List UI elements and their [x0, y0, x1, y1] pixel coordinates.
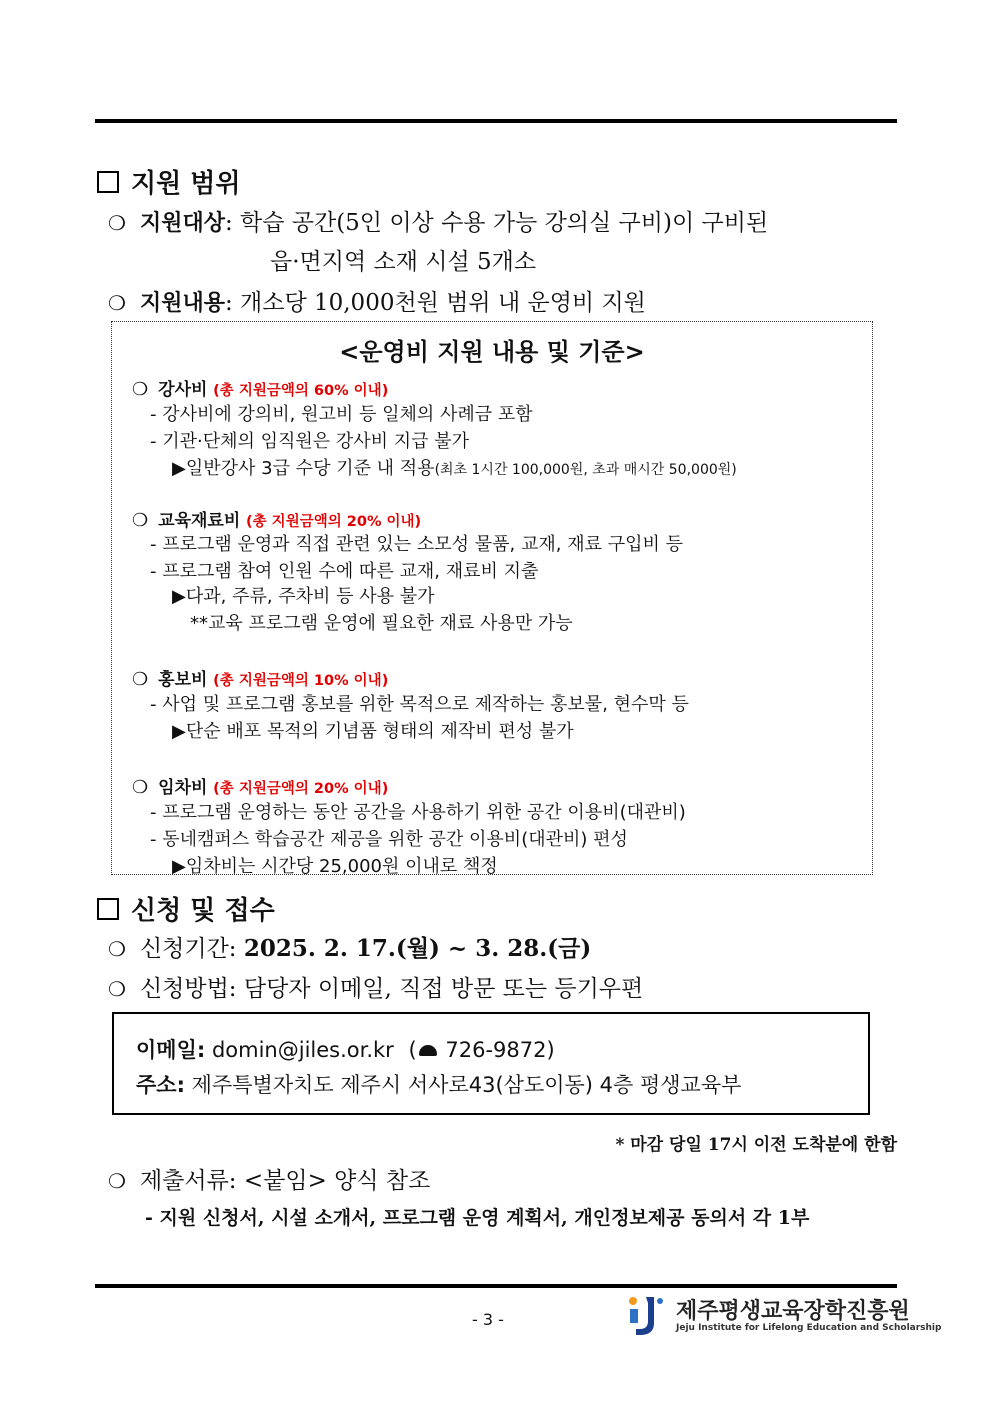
- org-logo-mark-icon: [624, 1293, 668, 1339]
- phone-icon: [419, 1045, 437, 1056]
- promotion-line-2: ▶단순 배포 목적의 기념품 형태의 제작비 편성 불가: [172, 721, 574, 742]
- materials-line-4: **교육 프로그램 운영에 필요한 재료 사용만 가능: [190, 613, 573, 634]
- checkbox-icon: [97, 898, 119, 920]
- section-heading-support-scope: 지원 범위: [97, 163, 241, 200]
- category-promotion: ❍ 홍보비 (총 지원금액의 10% 이내): [132, 669, 389, 690]
- section-heading-application: 신청 및 접수: [97, 890, 275, 927]
- materials-line-2: - 프로그램 참여 인원 수에 따른 교재, 재료비 지출: [150, 561, 539, 582]
- category-instructor: ❍ 강사비 (총 지원금액의 60% 이내): [132, 379, 389, 400]
- circle-bullet-icon: ❍: [108, 291, 126, 315]
- address-line: 주소: 제주특별자치도 제주시 서사로43(삼도이동) 4층 평생교육부: [136, 1073, 742, 1097]
- circle-bullet-icon: ❍: [108, 937, 126, 961]
- category-materials: ❍ 교육재료비 (총 지원금액의 20% 이내): [132, 510, 422, 531]
- circle-bullet-icon: ❍: [108, 977, 126, 1001]
- org-name-en: Jeju Institute for Lifelong Education and Scholarship: [676, 1323, 942, 1333]
- support-target-line: ❍ 지원대상: 학습 공간(5인 이상 수용 가능 강의실 구비)이 구비된: [108, 210, 769, 236]
- deadline-note: * 마감 당일 17시 이전 도착분에 한함: [615, 1135, 897, 1155]
- email-link[interactable]: domin@jiles.or.kr: [211, 1038, 394, 1062]
- rental-line-1: - 프로그램 운영하는 동안 공간을 사용하기 위한 공간 이용비(대관비): [150, 802, 686, 823]
- email-line: 이메일: domin@jiles.or.kr ( 726-9872): [136, 1038, 555, 1062]
- org-name: 제주평생교육장학진흥원: [676, 1299, 910, 1324]
- operating-cost-criteria-box: [111, 321, 873, 875]
- rental-line-3: ▶임차비는 시간당 25,000원 이내로 책정: [172, 856, 498, 877]
- materials-line-3: ▶다과, 주류, 주차비 등 사용 불가: [172, 586, 435, 607]
- circle-bullet-icon: ❍: [132, 379, 149, 400]
- application-method-line: ❍ 신청방법: 담당자 이메일, 직접 방문 또는 등기우편: [108, 976, 644, 1002]
- application-period-line: ❍ 신청기간: 2025. 2. 17.(월) ~ 3. 28.(금): [108, 935, 592, 962]
- submission-docs-list: - 지원 신청서, 시설 소개서, 프로그램 운영 계획서, 개인정보제공 동의서 각 1부: [145, 1207, 810, 1229]
- circle-bullet-icon: ❍: [132, 777, 149, 798]
- circle-bullet-icon: ❍: [108, 211, 126, 235]
- circle-bullet-icon: ❍: [132, 669, 149, 690]
- instructor-line-3: ▶일반강사 3급 수당 기준 내 적용(최초 1시간 100,000원, 초과 매시간 50,000원): [172, 458, 737, 479]
- support-target-line-2: 읍·면지역 소재 시설 5개소: [270, 249, 537, 275]
- circle-bullet-icon: ❍: [132, 510, 149, 531]
- instructor-line-1: - 강사비에 강의비, 원고비 등 일체의 사례금 포함: [150, 404, 533, 425]
- box-title: <운영비 지원 내용 및 기준>: [339, 338, 645, 366]
- rental-line-2: - 동네캠퍼스 학습공간 제공을 위한 공간 이용비(대관비) 편성: [150, 829, 628, 850]
- promotion-line-1: - 사업 및 프로그램 홍보를 위한 목적으로 제작하는 홍보물, 현수막 등: [150, 694, 689, 715]
- bottom-rule: [95, 1284, 897, 1288]
- circle-bullet-icon: ❍: [108, 1169, 126, 1193]
- category-rental: ❍ 임차비 (총 지원금액의 20% 이내): [132, 777, 389, 798]
- org-logo: [624, 1293, 942, 1339]
- materials-line-1: - 프로그램 운영과 직접 관련 있는 소모성 물품, 교재, 재료 구입비 등: [150, 534, 683, 555]
- top-rule: [95, 119, 897, 123]
- contact-box: [112, 1012, 870, 1115]
- page-number: - 3 -: [472, 1310, 504, 1329]
- support-content-line: ❍ 지원내용: 개소당 10,000천원 범위 내 운영비 지원: [108, 290, 646, 316]
- instructor-line-2: - 기관·단체의 임직원은 강사비 지급 불가: [150, 431, 470, 452]
- checkbox-icon: [97, 171, 119, 193]
- submission-docs-line: ❍ 제출서류: <붙임> 양식 참조: [108, 1168, 431, 1194]
